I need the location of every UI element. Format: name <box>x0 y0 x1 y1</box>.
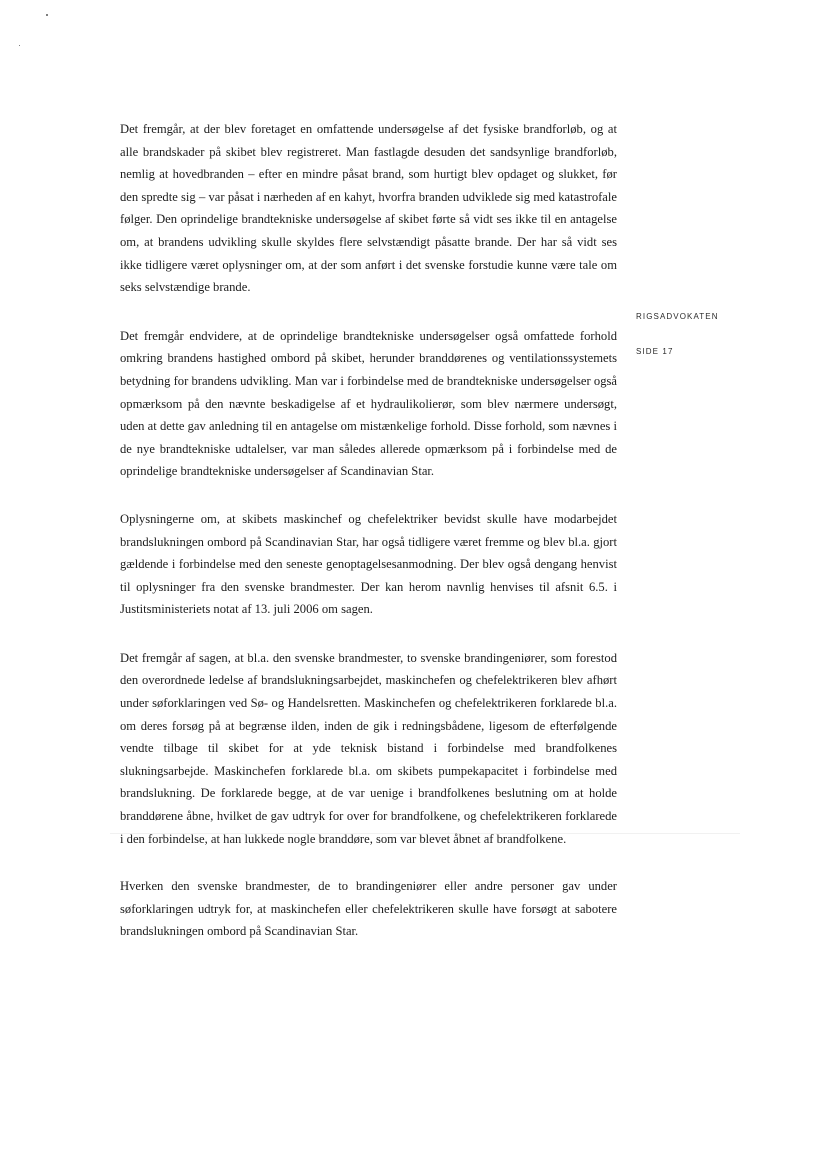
paragraph: Det fremgår af sagen, at bl.a. den svenske brandmester, to svenske brandingeniører, som forestod den overordnede ledelse af brandslukningsarbejdet, maskinchefen og chefelektrikeren blev afhørt under søforklaringen ved Sø- og Handelsretten. Maskinchefen og chefelektrikeren forklarede bl.a. om deres forsøg på at begrænse ilden, inden de gik i redningsbådene, ligesom de efterfølgende vendte tilbage til skibet for at yde teknisk bistand i forbindelse med brandfolkenes slukningsarbejde. Maskinchefen forklarede bl.a. om skibets pumpekapacitet i forbindelse med brandslukning. De forklarede begge, at de var uenige i brandfolkenes beslutning om at holde branddørene åbne, hvilket de gav udtryk for over for brandfolkene, og chefelektrikeren forklarede i den forbindelse, at han lukkede nogle branddøre, som var blevet åbnet af brandfolkene. <box>120 650 617 846</box>
body-text <box>120 118 617 943</box>
paragraph: Det fremgår, at der blev foretaget en omfattende undersøgelse af det fysiske brandforløb, og at alle brandskader på skibet blev registreret. Man fastlagde desuden det sandsynlige brandforløb, nemlig at hovedbranden – efter en mindre påsat brand, som hurtigt blev opdaget og slukket, før den spredte sig – var påsat i nærheden af en kahyt, hvorfra branden udviklede sig med katastrofale følger. Den oprindelige brandtekniske undersøgelse af skibet førte så vidt ses ikke til en antagelse om, at brandens udvikling skulle skyldes flere selvstændigt påsatte brande. Der har så vidt ses ikke tidligere været oplysninger om, at der som anført i det svenske forstudie kunne være tale om seks selvstændige brande. <box>120 122 617 295</box>
scan-speck <box>46 14 48 16</box>
paragraph: Det fremgår endvidere, at de oprindelige brandtekniske undersøgelser også omfattede forhold omkring brandens hastighed ombord på skibet, herunder branddørenes og ventilationssystemets betydning for brandens udvikling. Man var i forbindelse med de brandtekniske undersøgelser også opmærksom på den nævnte beskadigelse af et hydraulikolierør, som blev nærmere undersøgt, uden at dette gav anledning til en antagelse om mistænkelige forhold. Disse forhold, som nævnes i de nye brandtekniske udtalelser, var man således allerede opmærksom på i forbindelse med de oprindelige brandtekniske undersøgelser af Scandinavian Star. <box>120 328 617 479</box>
paragraph: Hverken den svenske brandmester, de to brandingeniører eller andre personer gav under søforklaringen udtryk for, at maskinchefen eller chefelektrikeren skulle have forsøgt at sabotere brandslukningen ombord på Scandinavian Star. <box>120 879 617 939</box>
paragraph: Oplysningerne om, at skibets maskinchef og chefelektriker bevidst skulle have modarbejdet brandslukningen ombord på Scandinavian Star, har også tidligere været fremme og blev bl.a. gjort gældende i forbindelse med den seneste genoptagelsesanmodning. Der blev også dengang henvist til oplysninger fra den svenske brandmester. Der kan herom navnlig henvises til afsnit 6.5. i Justitsministeriets notat af 13. juli 2006 om sagen. <box>120 511 617 617</box>
scan-speck <box>19 45 20 46</box>
page-number: SIDE 17 <box>636 347 674 356</box>
office-label: RIGSADVOKATEN <box>636 312 719 321</box>
